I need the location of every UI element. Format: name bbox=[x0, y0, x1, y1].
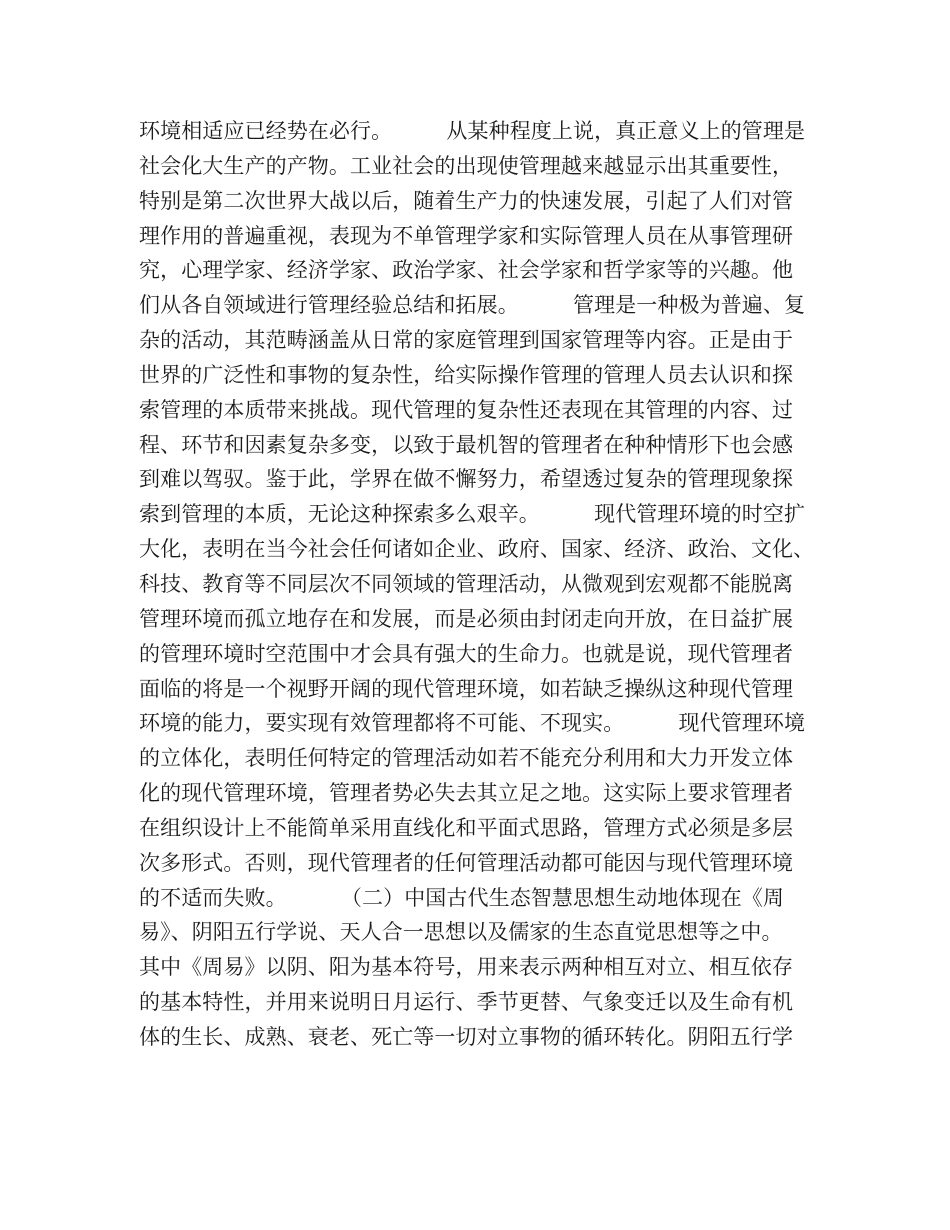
text-line: 到难以驾驭。鉴于此，学界在做不懈努力，希望透过复杂的管理现象探 bbox=[139, 467, 794, 492]
body-text bbox=[139, 114, 839, 1055]
text-line: 特别是第二次世界大战以后，随着生产力的快速发展，引起了人们对管 bbox=[139, 188, 794, 213]
text-line: 们从各自领域进行管理经验总结和拓展。 管理是一种极为普遍、复 bbox=[139, 293, 806, 318]
text-line: 易》、阴阳五行学说、天人合一思想以及儒家的生态直觉思想等之中。 bbox=[139, 920, 783, 945]
text-line: 环境的能力，要实现有效管理都将不可能、不现实。 现代管理环境 bbox=[139, 711, 806, 736]
text-line: 体的生长、成熟、衰老、死亡等一切对立事物的循环转化。阴阳五行学 bbox=[139, 1024, 794, 1049]
text-line: 的不适而失败。 （二）中国古代生态智慧思想生动地体现在《周 bbox=[139, 885, 784, 910]
text-line: 在组织设计上不能简单采用直线化和平面式思路，管理方式必须是多层 bbox=[139, 815, 794, 840]
text-line: 管理环境而孤立地存在和发展，而是必须由封闭走向开放，在日益扩展 bbox=[139, 606, 794, 631]
text-line: 大化，表明在当今社会任何诸如企业、政府、国家、经济、政治、文化、 bbox=[139, 537, 815, 562]
text-line: 化的现代管理环境，管理者势必失去其立足之地。这实际上要求管理者 bbox=[139, 781, 794, 806]
text-line: 杂的活动，其范畴涵盖从日常的家庭管理到国家管理等内容。正是由于 bbox=[139, 328, 794, 353]
text-line: 的立体化，表明任何特定的管理活动如若不能充分利用和大力开发立体 bbox=[139, 746, 794, 771]
text-line: 面临的将是一个视野开阔的现代管理环境，如若缺乏操纵这种现代管理 bbox=[139, 676, 794, 701]
text-line: 世界的广泛性和事物的复杂性，给实际操作管理的管理人员去认识和探 bbox=[139, 362, 794, 387]
text-line: 理作用的普遍重视，表现为不单管理学家和实际管理人员在从事管理研 bbox=[139, 223, 794, 248]
text-line: 的基本特性，并用来说明日月运行、季节更替、气象变迁以及生命有机 bbox=[139, 990, 794, 1015]
text-line: 次多形式。否则，现代管理者的任何管理活动都可能因与现代管理环境 bbox=[139, 850, 794, 875]
text-line: 索管理的本质带来挑战。现代管理的复杂性还表现在其管理的内容、过 bbox=[139, 397, 794, 422]
text-line: 究，心理学家、经济学家、政治学家、社会学家和哲学家等的兴趣。他 bbox=[139, 258, 794, 283]
text-line: 索到管理的本质，无论这种探索多么艰辛。 现代管理环境的时空扩 bbox=[139, 502, 806, 527]
text-line: 的管理环境时空范围中才会具有强大的生命力。也就是说，现代管理者 bbox=[139, 641, 794, 666]
text-line: 程、环节和因素复杂多变，以致于最机智的管理者在种种情形下也会感 bbox=[139, 432, 794, 457]
text-line: 环境相适应已经势在必行。 从某种程度上说，真正意义上的管理是 bbox=[139, 119, 806, 143]
text-line: 其中《周易》以阴、阳为基本符号，用来表示两种相互对立、相互依存 bbox=[139, 955, 794, 980]
text-line: 科技、教育等不同层次不同领域的管理活动，从微观到宏观都不能脱离 bbox=[139, 571, 794, 596]
text-line: 社会化大生产的产物。工业社会的出现使管理越来越显示出其重要性， bbox=[139, 153, 794, 178]
